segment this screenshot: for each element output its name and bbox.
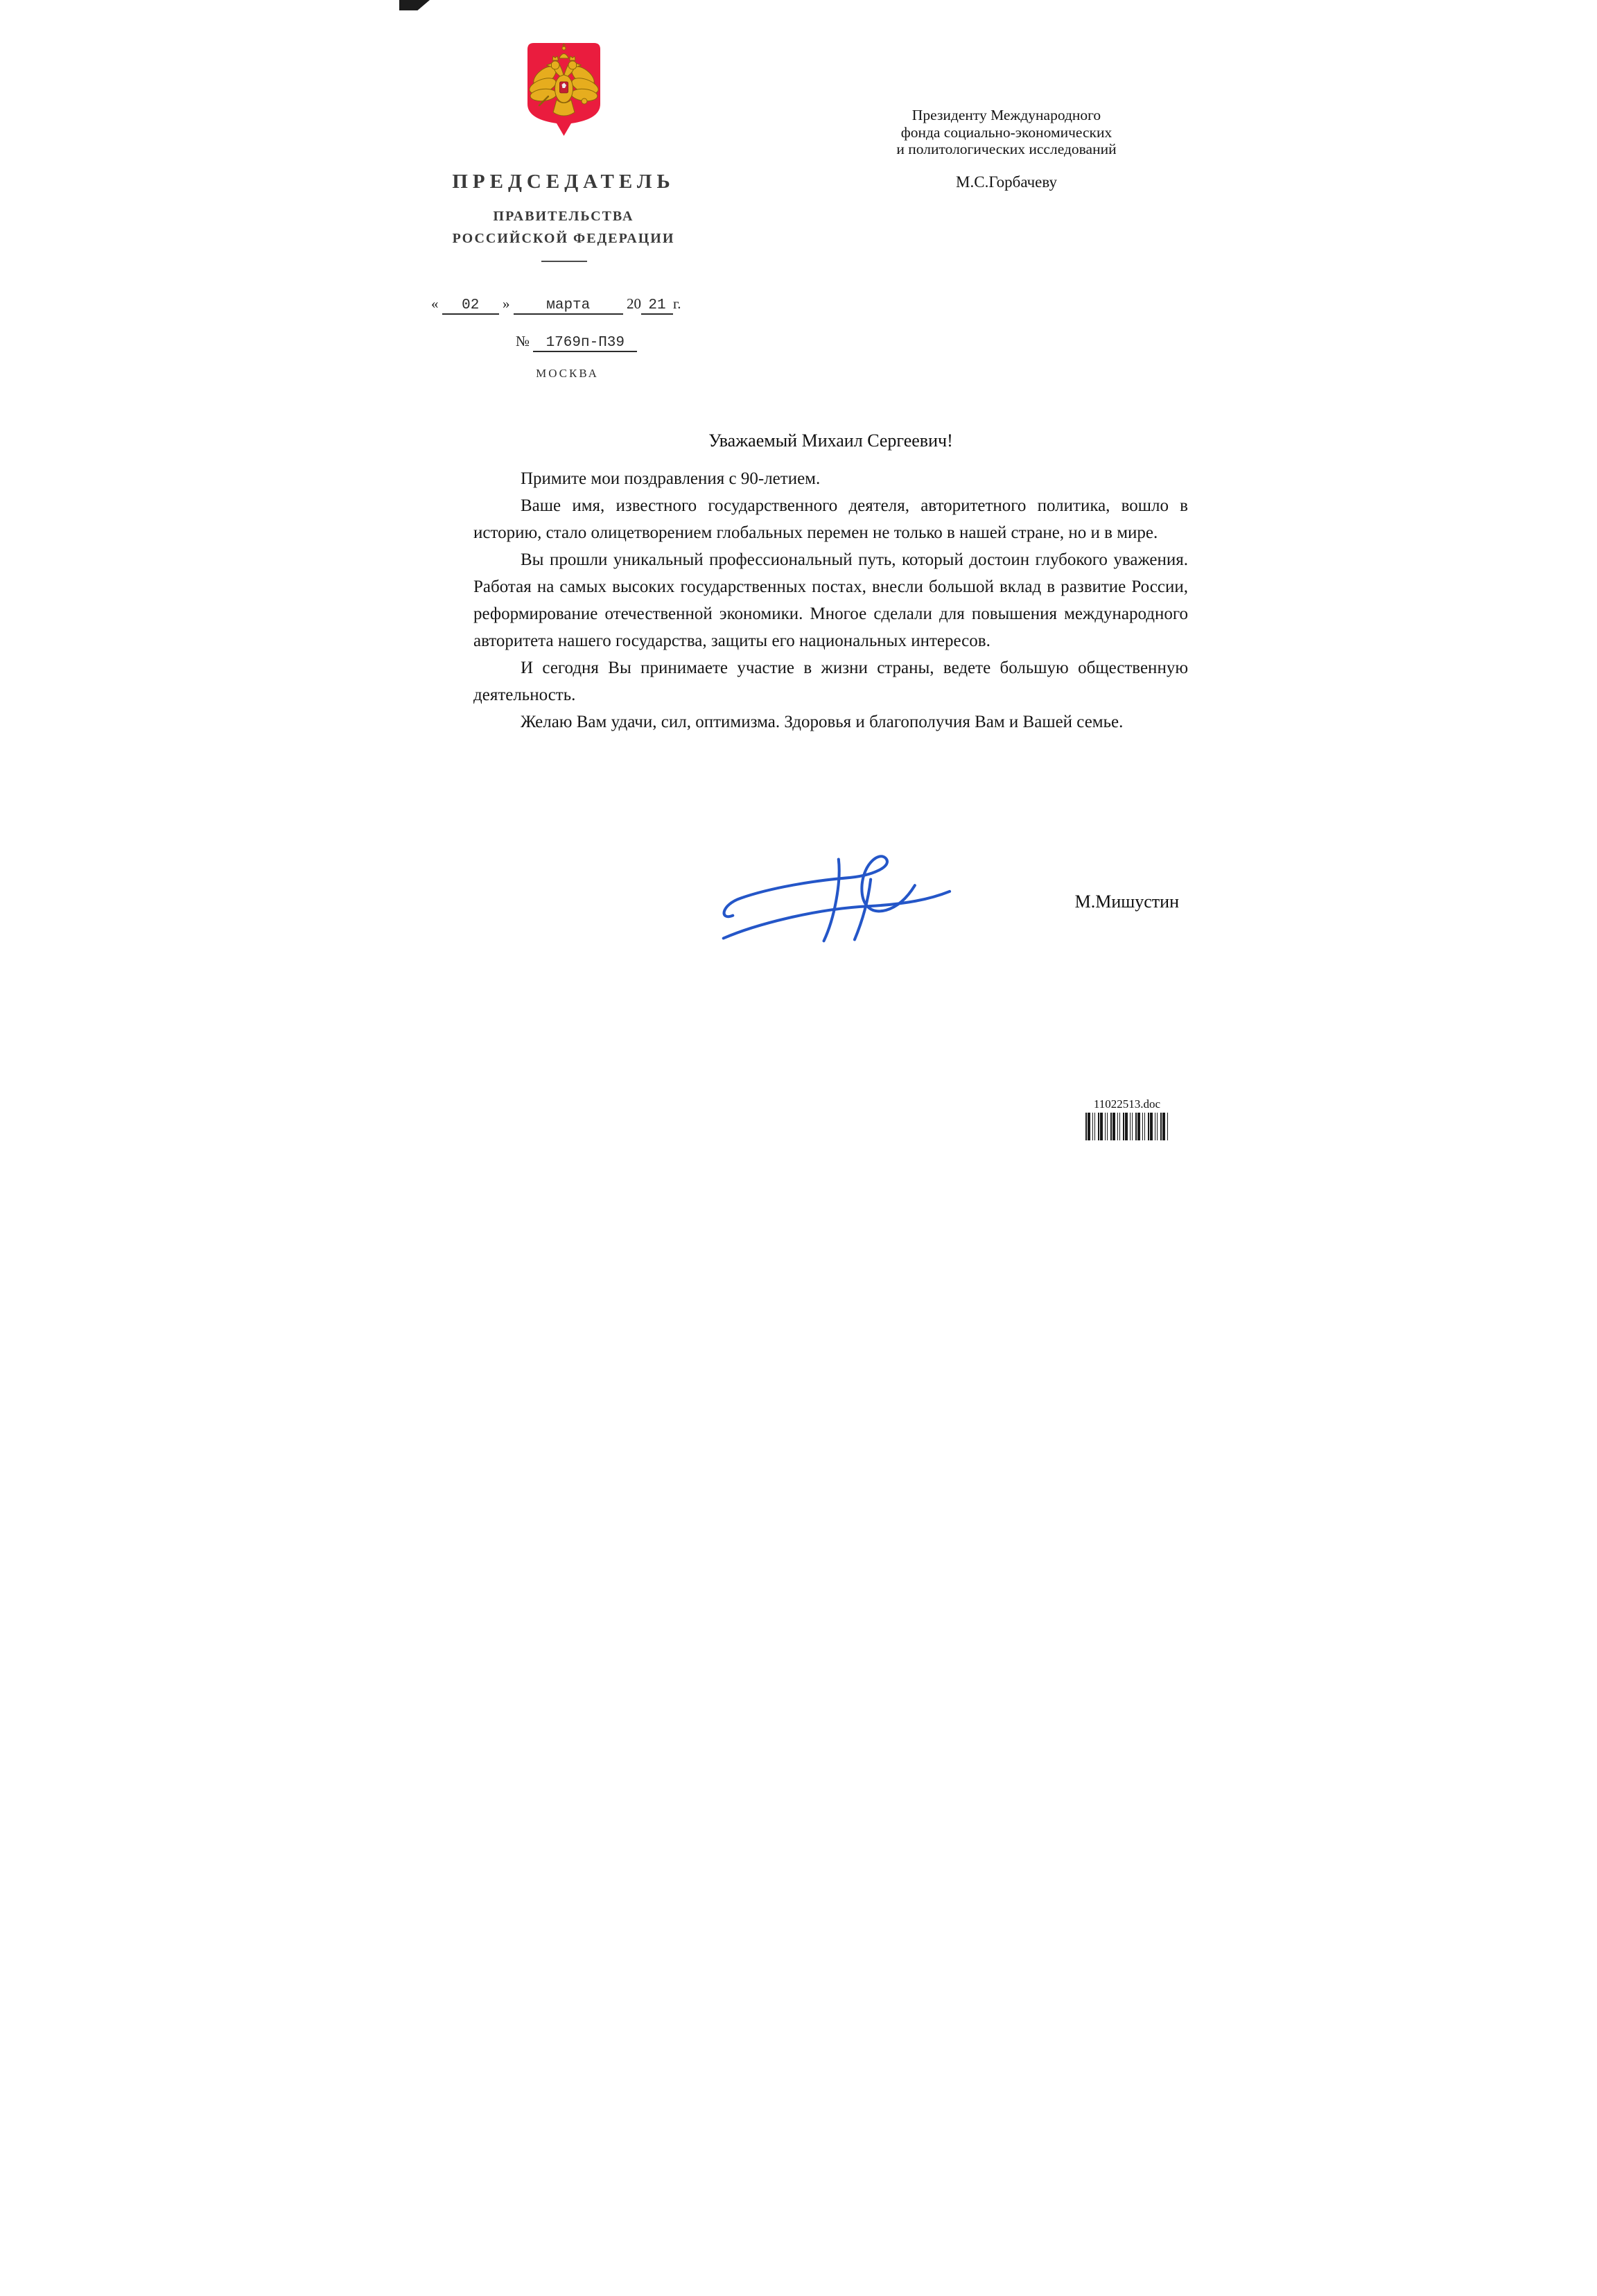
- salutation: Уважаемый Михаил Сергеевич!: [708, 430, 953, 451]
- barcode-filename: 11022513.doc: [1093, 1097, 1161, 1111]
- recipient-line: фонда социально-экономических: [900, 123, 1112, 141]
- recipient-line: Президенту Международного: [911, 107, 1101, 123]
- close-quote: »: [503, 295, 510, 312]
- handwritten-signature-image: [710, 850, 959, 947]
- letterhead-subtitle-2: РОССИЙСКОЙ ФЕДЕРАЦИИ: [452, 231, 675, 246]
- date-line: [431, 295, 681, 315]
- paragraph: Ваше имя, известного государственного деятеля, авторитетного политика, вошло в историю, стало олицетворением глобальных перемен не только в нашей стране, но и в мире.: [473, 496, 1188, 542]
- date-day-value: 02: [442, 297, 499, 315]
- date-year-suffix: г.: [673, 295, 681, 312]
- date-century: 20: [627, 295, 641, 312]
- paragraph: Вы прошли уникальный профессиональный путь, который достоин глубокого уважения. Работая на самых высоких государственных постах, внесли большой вклад в развитие России, реформирование отечественной экономики. Многое сделали для повышения международного авторитета нашего государства, защиты его национальных интересов.: [473, 550, 1188, 650]
- date-year-value: 21: [641, 297, 673, 315]
- barcode-block: [1083, 1097, 1171, 1140]
- letter-body: [473, 465, 1188, 736]
- document-number-value: 1769п-П39: [533, 335, 637, 352]
- paragraph: Желаю Вам удачи, сил, оптимизма. Здоровья и благополучия Вам и Вашей семье.: [521, 713, 1124, 731]
- city-label: МОСКВА: [536, 367, 599, 380]
- barcode: [1085, 1113, 1169, 1140]
- paragraph: Примите мои поздравления с 90-летием.: [521, 469, 821, 488]
- date-month-value: марта: [514, 297, 623, 315]
- letter-page: [399, 0, 1198, 1148]
- signer-name: М.Мишустин: [1074, 892, 1179, 912]
- letterhead-title: ПРЕДСЕДАТЕЛЬ: [452, 171, 675, 193]
- paragraph: И сегодня Вы принимаете участие в жизни страны, ведете большую общественную деятельность.: [473, 659, 1188, 704]
- open-quote: «: [431, 295, 439, 312]
- recipient-block: [850, 107, 1163, 191]
- letterhead-divider: [541, 261, 587, 262]
- scan-artifact: [399, 0, 430, 10]
- recipient-line: и политологических исследований: [896, 141, 1117, 157]
- recipient-name: М.С.Горбачеву: [956, 173, 1057, 191]
- russia-coat-of-arms-icon: [524, 40, 604, 141]
- number-sign: №: [516, 333, 530, 349]
- letterhead-subtitle-1: ПРАВИТЕЛЬСТВА: [493, 209, 634, 224]
- document-number-line: [516, 333, 637, 352]
